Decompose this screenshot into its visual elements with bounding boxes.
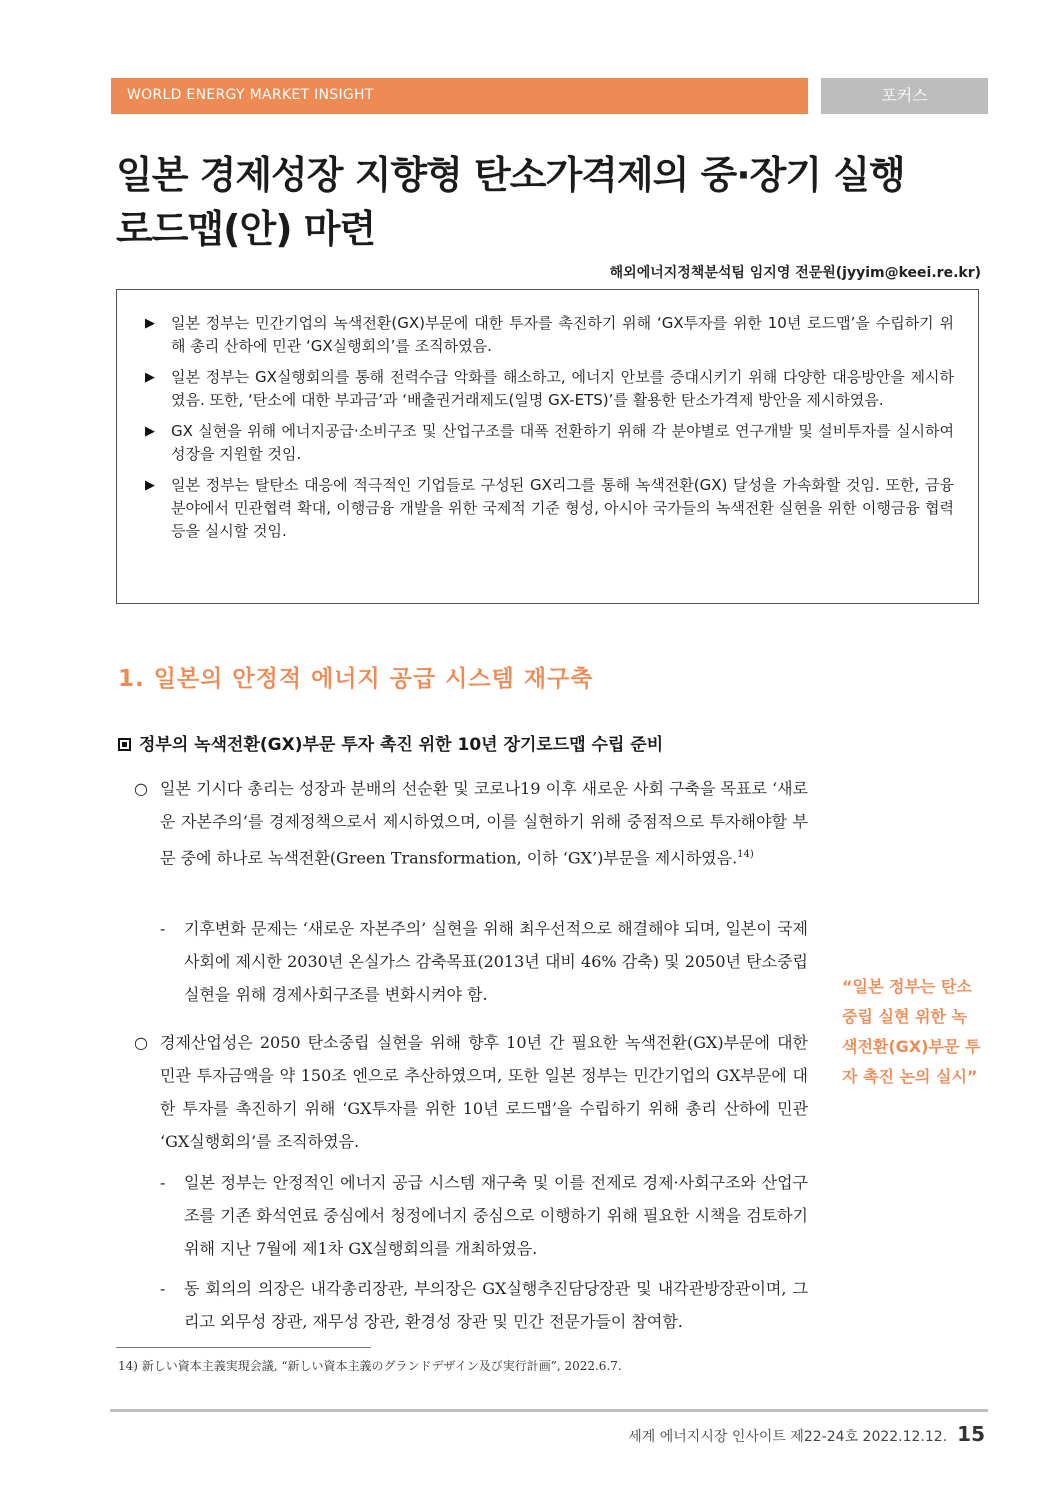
triangle-right-icon: ▶ bbox=[145, 370, 155, 385]
publication-info: 세계 에너지시장 인사이트 제22-24호 2022.12.12. bbox=[628, 1429, 948, 1445]
footnote: 14) 新しい資本主義実現会議, “新しい資本主義のグランドデザイン及び実行計画”, 2022.6.7. bbox=[118, 1359, 622, 1373]
summary-list bbox=[117, 290, 978, 543]
body-dash-item-1 bbox=[160, 912, 808, 1011]
summary-box bbox=[116, 289, 979, 604]
category-tag-text: 포커스 bbox=[881, 86, 928, 105]
title-line-1: 일본 경제성장 지향형 탄소가격제의 중·장기 실행 bbox=[116, 153, 905, 197]
footer-divider bbox=[110, 1409, 988, 1412]
body-paragraph-1 bbox=[134, 772, 808, 874]
summary-item bbox=[145, 366, 954, 412]
footnote-ref[interactable]: 14) bbox=[737, 849, 754, 860]
dash-bullet-icon: - bbox=[160, 1279, 166, 1298]
summary-item-text: 일본 정부는 탈탄소 대응에 적극적인 기업들로 구성된 GX리그를 통해 녹색전환(GX) 달성을 가속화할 것임. 또한, 금융분야에서 민관협력 확대, 이행금융 개발을 위한 국제적 기준 형성, 아시아 국가들의 녹색전환 실현을 위한 이행금융 협력 등을 실시할 것임. bbox=[171, 476, 954, 540]
summary-item bbox=[145, 312, 954, 358]
dash-bullet-icon: - bbox=[160, 1173, 166, 1192]
pull-quote: “일본 정부는 탄소중립 실현 위한 녹색전환(GX)부문 투자 촉진 논의 실시” bbox=[842, 977, 981, 1086]
summary-item-text: 일본 정부는 민간기업의 녹색전환(GX)부문에 대한 투자를 촉진하기 위해 ‘GX투자를 위한 10년 로드맵’을 수립하기 위해 총리 산하에 민관 ‘GX실행회의’를 조직하였음. bbox=[171, 314, 954, 355]
triangle-right-icon: ▶ bbox=[145, 424, 155, 439]
header-band-text: WORLD ENERGY MARKET INSIGHT bbox=[127, 87, 374, 103]
body-paragraph-2 bbox=[134, 1026, 808, 1158]
body-dash-item-3 bbox=[160, 1272, 808, 1338]
circle-bullet-icon: ○ bbox=[134, 1033, 148, 1052]
section-title: 1. 일본의 안정적 에너지 공급 시스템 재구축 bbox=[118, 666, 594, 692]
body-dash-item-2 bbox=[160, 1166, 808, 1265]
summary-item bbox=[145, 474, 954, 543]
subsection-title-text: 정부의 녹색전환(GX)부문 투자 촉진 위한 10년 장기로드맵 수립 준비 bbox=[139, 735, 664, 755]
summary-item-text: 일본 정부는 GX실행회의를 통해 전력수급 악화를 해소하고, 에너지 안보를 증대시키기 위해 다양한 대응방안을 제시하였음. 또한, ‘탄소에 대한 부과금’과 ‘배출권거래제도(일명 GX-ETS)’를 활용한 탄소가격제 방안을 제시하였음. bbox=[171, 368, 954, 409]
page-footer bbox=[628, 1422, 985, 1446]
body-paragraph-text: 경제산업성은 2050 탄소중립 실현을 위해 향후 10년 간 필요한 녹색전환(GX)부문에 대한 민관 투자금액을 약 150조 엔으로 추산하였으며, 또한 일본 정부는 민간기업의 GX부문에 대한 투자를 촉진하기 위해 ‘GX투자를 위한 10년 로드맵’을 수립하기 위해 총리 산하에 민관 ‘GX실행회의’를 조직하였음. bbox=[160, 1033, 808, 1151]
dash-bullet-icon: - bbox=[160, 919, 166, 938]
subsection-title bbox=[118, 730, 663, 755]
body-paragraph-text: 일본 기시다 총리는 성장과 분배의 선순환 및 코로나19 이후 새로운 사회 구축을 목표로 ‘새로운 자본주의’를 경제정책으로서 제시하였으며, 이를 실현하기 위해 중점적으로 투자해야할 부문 중에 하나로 녹색전환(Green Transformation, 이하 ‘GX’)부문을 제시하였음. bbox=[160, 779, 808, 868]
header-band bbox=[111, 78, 808, 114]
body-dash-text: 동 회의의 의장은 내각총리장관, 부의장은 GX실행추진담당장관 및 내각관방장관이며, 그리고 외무성 장관, 재무성 장관, 환경성 장관 및 민간 전문가들이 참여함. bbox=[184, 1279, 808, 1331]
author-byline: 해외에너지정책분석팀 임지영 전문원(jyyim@keei.re.kr) bbox=[609, 265, 981, 281]
category-tag bbox=[821, 78, 988, 114]
triangle-right-icon: ▶ bbox=[145, 316, 155, 331]
triangle-right-icon: ▶ bbox=[145, 478, 155, 493]
body-dash-text: 기후변화 문제는 ‘새로운 자본주의’ 실현을 위해 최우선적으로 해결해야 되며, 일본이 국제사회에 제시한 2030년 온실가스 감축목표(2013년 대비 46% 감축) 및 2050년 탄소중립 실현을 위해 경제사회구조를 변화시켜야 함. bbox=[184, 919, 808, 1004]
footnote-divider bbox=[116, 1347, 371, 1348]
page-title bbox=[116, 148, 996, 256]
title-line-2: 로드맵(안) 마련 bbox=[116, 207, 376, 251]
circle-bullet-icon: ○ bbox=[134, 779, 148, 798]
square-bullet-icon bbox=[118, 738, 131, 751]
summary-item bbox=[145, 420, 954, 466]
page-number: 15 bbox=[957, 1422, 985, 1446]
body-dash-text: 일본 정부는 안정적인 에너지 공급 시스템 재구축 및 이를 전제로 경제·사회구조와 산업구조를 기존 화석연료 중심에서 청정에너지 중심으로 이행하기 위해 필요한 시책을 검토하기 위해 지난 7월에 제1차 GX실행회의를 개최하였음. bbox=[184, 1173, 808, 1258]
summary-item-text: GX 실현을 위해 에너지공급·소비구조 및 산업구조를 대폭 전환하기 위해 각 분야별로 연구개발 및 설비투자를 실시하여 성장을 지원할 것임. bbox=[171, 422, 954, 463]
